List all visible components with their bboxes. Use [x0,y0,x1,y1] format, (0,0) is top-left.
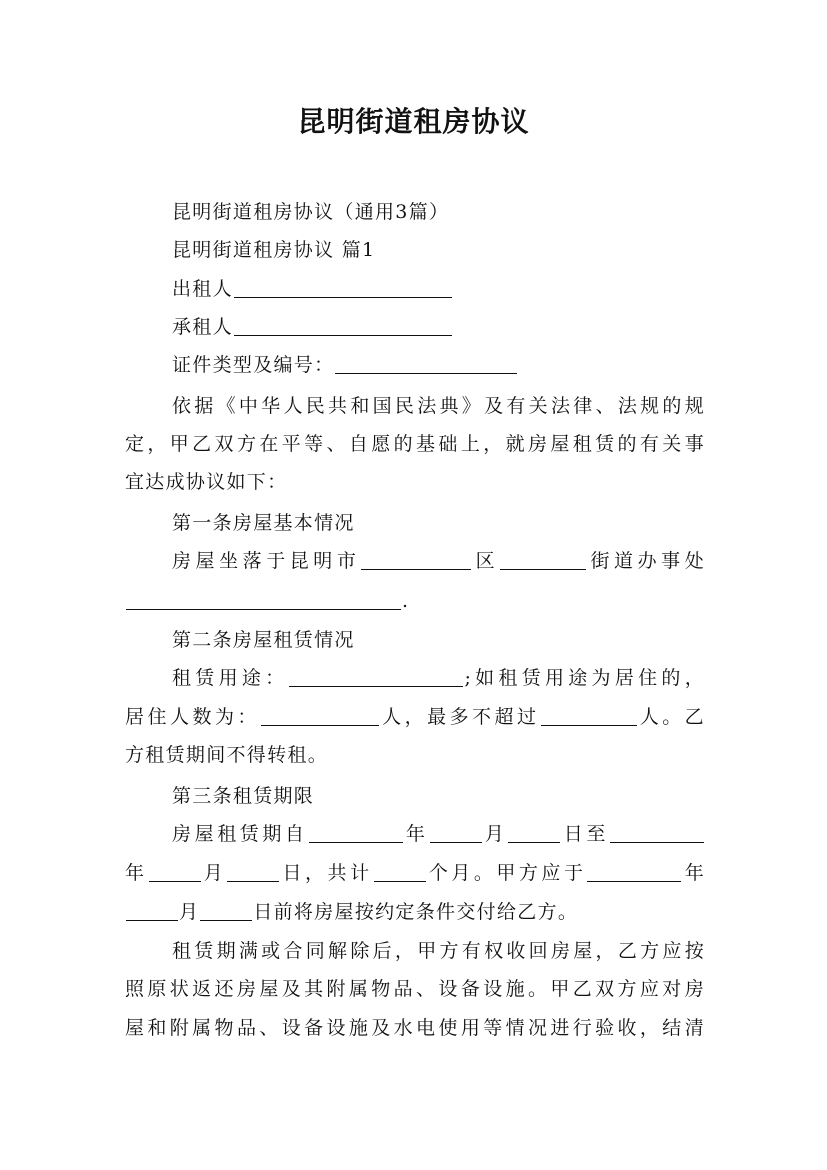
article-1-line-2 [125,589,705,613]
months-blank [374,861,426,882]
delivery-day-blank [200,900,252,921]
article-1-end: . [402,590,410,612]
lessee-label: 承租人 [172,316,233,338]
article-3-line-2 [125,861,705,885]
closing-line-2: 照原状返还房屋及其附属物品、设备设施。甲乙双方应对房 [125,978,705,1000]
delivery-month-blank [126,900,178,921]
delivery-year-blank [587,861,681,882]
end-month-blank [149,861,201,882]
article-3-line-1 [172,822,705,846]
article-3-text: 日前将房屋按约定条件交付给乙方。 [253,901,579,923]
residents-blank [261,705,379,726]
subtitle: 昆明街道租房协议（通用3篇） [172,201,450,223]
document-title: 昆明街道租房协议 [297,105,530,138]
end-year-blank [610,822,704,843]
article-1-line-1 [172,549,705,573]
article-3-text: 年 [682,862,705,884]
purpose-blank [289,666,463,687]
article-1-heading: 第一条房屋基本情况 [172,512,355,534]
article-3-text: 个月。甲方应于 [426,862,587,884]
closing-line-1: 租赁期满或合同解除后，甲方有权收回房屋，乙方应按 [172,940,705,962]
part-heading: 昆明街道租房协议 篇1 [172,239,376,261]
lessor-blank [234,277,452,298]
article-2-text: 租赁用途： [172,667,289,689]
lessee-line [172,315,705,339]
intro-line-2: 定，甲乙双方在平等、自愿的基础上，就房屋租赁的有关事 [125,433,705,455]
lessee-blank [234,315,452,336]
article-2-text: 人，最多不超过 [379,706,540,728]
article-1-text: 房屋坐落于昆明市 [172,550,361,572]
article-2-heading: 第二条房屋租赁情况 [172,629,355,651]
start-year-blank [309,822,403,843]
lessor-label: 出租人 [172,278,233,300]
article-2-text: 人。乙 [637,706,705,728]
id-blank [335,353,517,374]
id-label: 证件类型及编号： [172,354,335,376]
id-line [172,353,705,377]
article-3-text: 房屋租赁期自 [172,823,308,845]
article-3-text: 日，共计 [280,862,373,884]
article-1-text: 街道办事处 [587,550,705,572]
article-2-text: ;如租赁用途为居住的， [464,667,705,689]
lessor-line [172,277,705,301]
article-3-heading: 第三条租赁期限 [172,785,315,807]
article-3-text: 年 [403,823,429,845]
article-3-text: 日至 [561,823,609,845]
article-2-text: 居住人数为： [125,706,260,728]
closing-line-3: 屋和附属物品、设备设施及水电使用等情况进行验收，结清 [125,1017,705,1039]
address-blank [126,589,401,610]
article-2-line-2 [125,705,705,729]
article-3-text: 年 [125,862,148,884]
district-blank [361,549,471,570]
start-month-blank [430,822,482,843]
article-2-line-1 [172,666,705,690]
street-blank [500,549,586,570]
intro-line-3: 宜达成协议如下： [125,471,288,493]
article-2-line-3: 方租赁期间不得转租。 [125,744,329,766]
start-day-blank [508,822,560,843]
end-day-blank [227,861,279,882]
article-3-text: 月 [482,823,508,845]
article-1-text: 区 [472,550,500,572]
article-3-text: 月 [179,901,200,923]
intro-line-1: 依据《中华人民共和国民法典》及有关法律、法规的规 [172,395,705,417]
max-residents-blank [541,705,637,726]
article-3-text: 月 [201,862,227,884]
article-3-line-3 [125,900,705,924]
